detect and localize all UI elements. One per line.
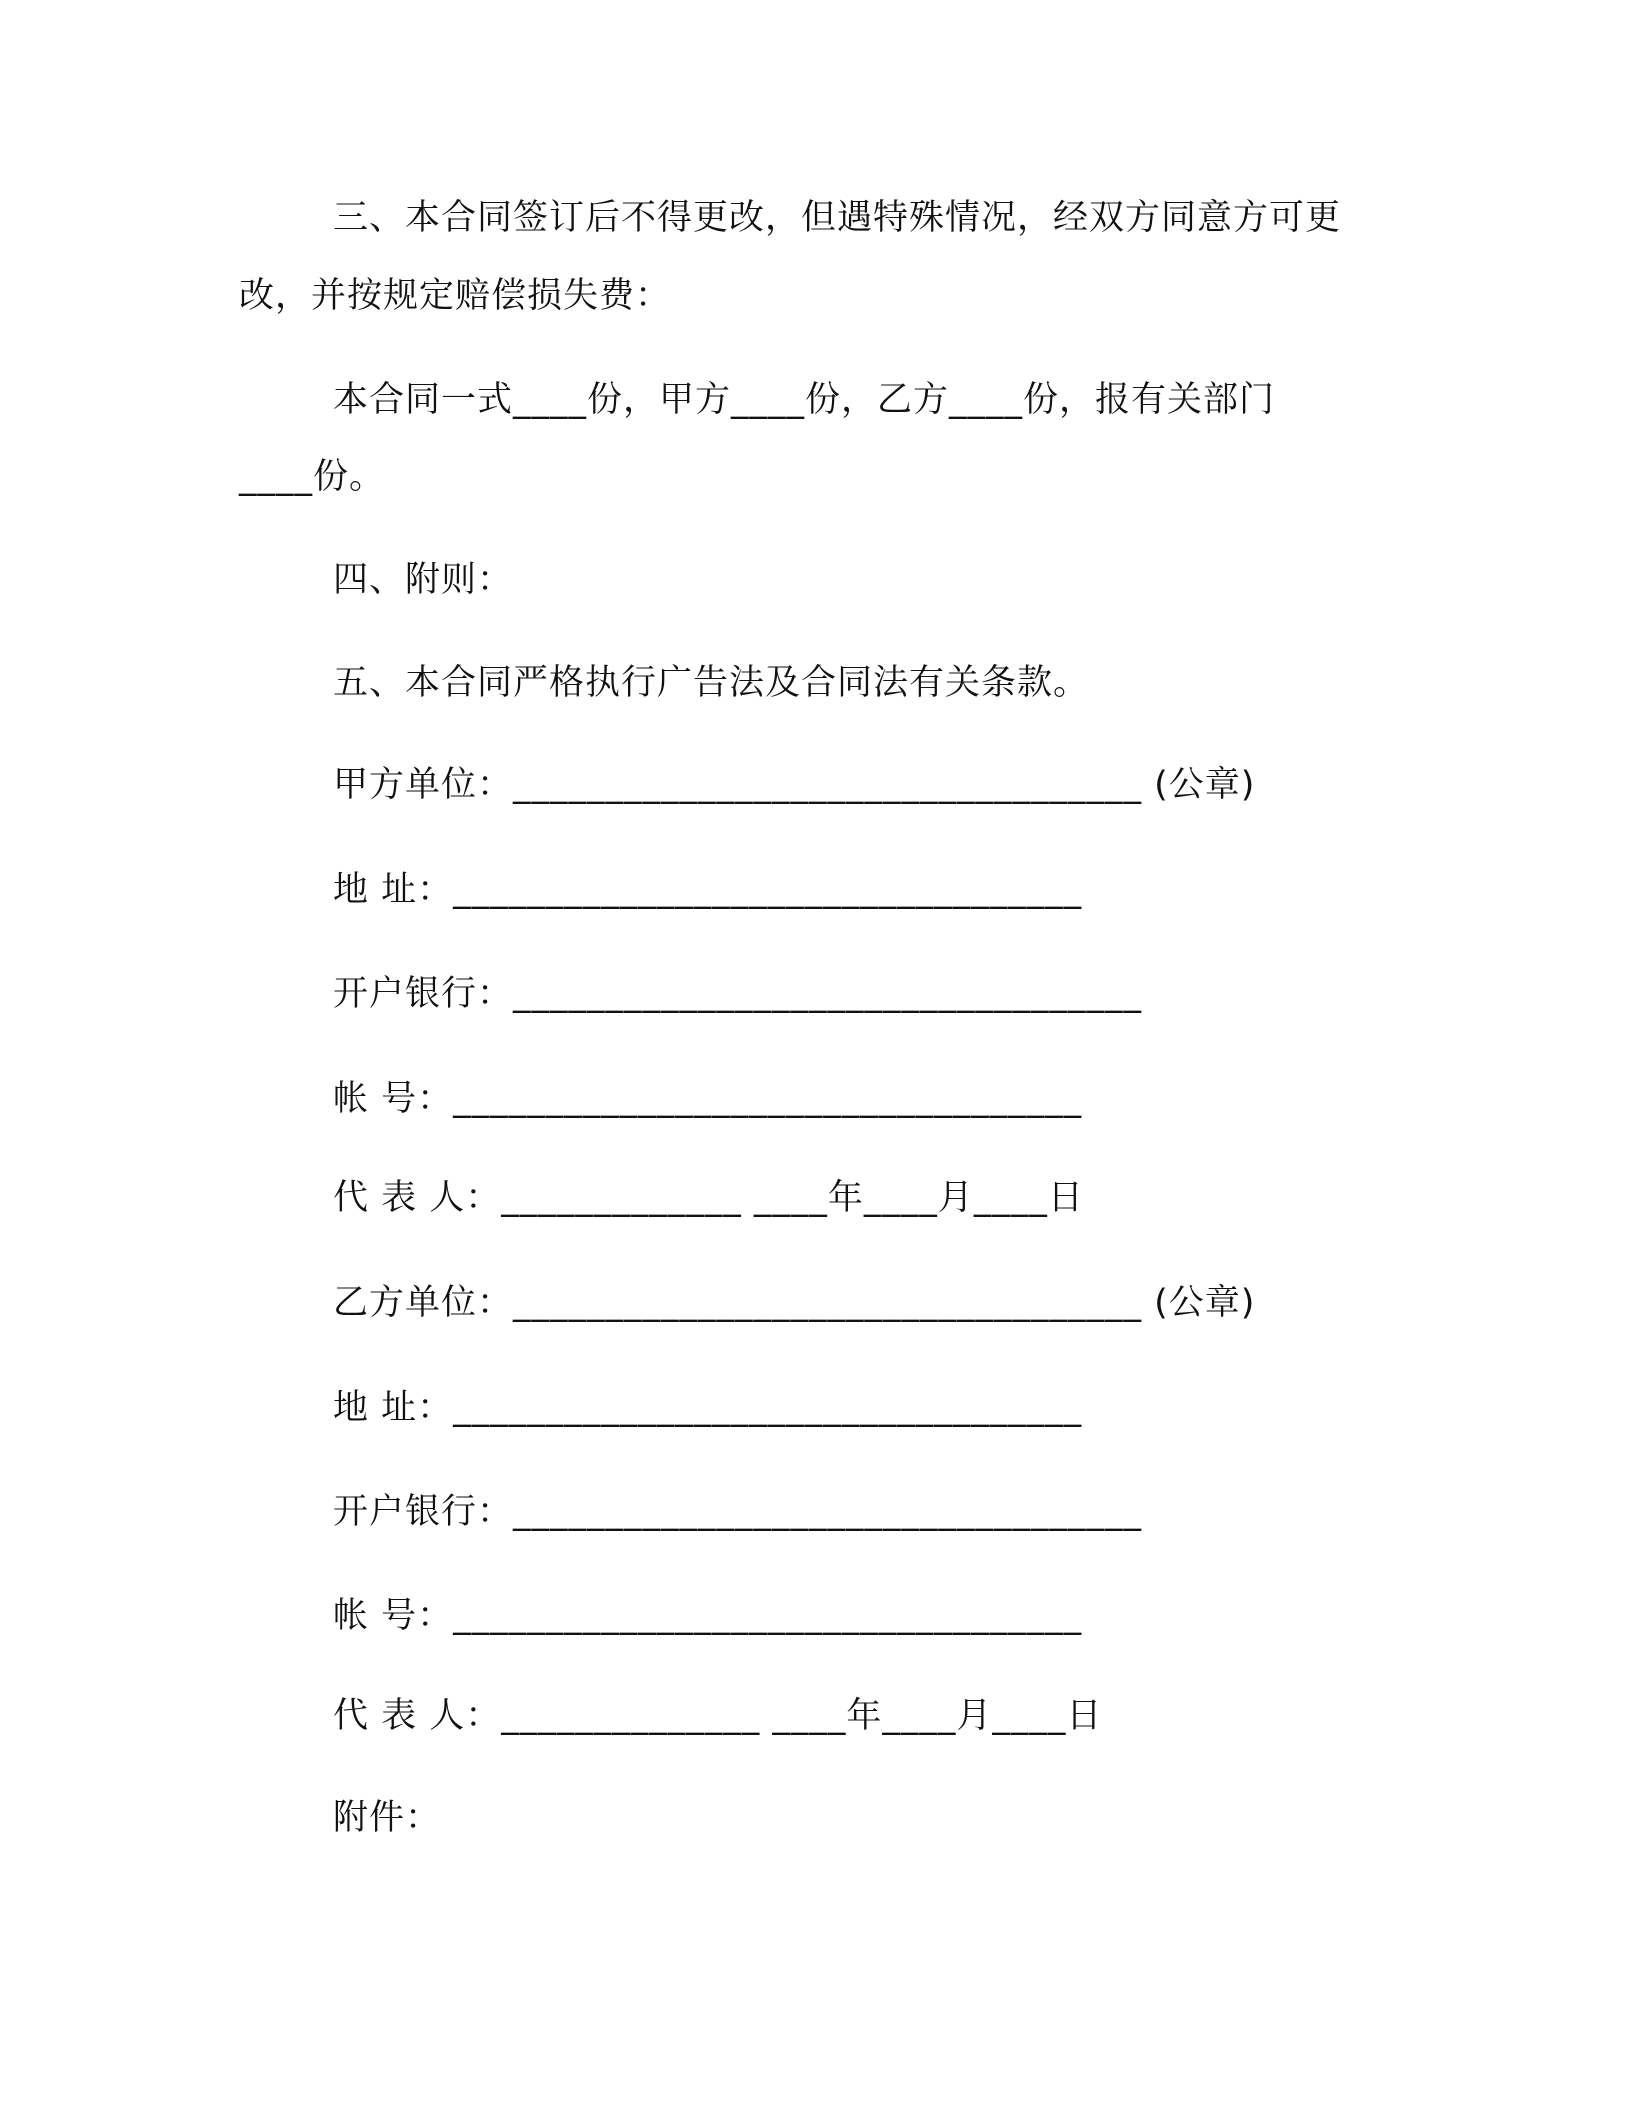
party-b-representative-date-field[interactable]: ______________ ____年____月____日 [501, 1696, 1103, 1736]
copies-line-1: 本合同一式____份，甲方____份，乙方____份，报有关部门 [333, 380, 1276, 420]
party-a-unit-field[interactable]: __________________________________ [513, 765, 1143, 805]
party-a-address-field[interactable]: __________________________________ [453, 870, 1083, 910]
party-a-bank-label: 开户银行： [333, 974, 514, 1014]
party-a-representative-date-field[interactable]: _____________ ____年____月____日 [501, 1178, 1084, 1218]
clause-5: 五、本合同严格执行广告法及合同法有关条款。 [333, 663, 1090, 703]
party-a-bank-field[interactable]: __________________________________ [513, 974, 1143, 1014]
party-b-account-row [333, 1594, 1082, 1638]
party-b-representative-row [333, 1694, 1102, 1738]
party-a-address-label: 地 址： [333, 870, 454, 910]
party-b-bank-row [333, 1490, 1142, 1534]
clause-4: 四、附则： [333, 560, 514, 600]
party-b-representative-label: 代 表 人： [333, 1696, 502, 1736]
clause-3-line-1: 三、本合同签订后不得更改，但遇特殊情况，经双方同意方可更 [333, 198, 1342, 238]
party-a-account-field[interactable]: __________________________________ [453, 1079, 1083, 1119]
clause-3-line-2: 改，并按规定赔偿损失费： [239, 276, 672, 316]
party-a-bank-row [333, 972, 1142, 1016]
party-b-account-label: 帐 号： [333, 1596, 454, 1636]
party-a-representative-row [333, 1176, 1084, 1220]
party-b-unit-row [333, 1281, 1255, 1325]
party-b-bank-field[interactable]: __________________________________ [513, 1492, 1143, 1532]
party-a-seal-label: (公章) [1154, 765, 1256, 805]
copies-line-2: ____份。 [239, 457, 386, 497]
party-a-address-row [333, 868, 1082, 912]
party-b-address-field[interactable]: __________________________________ [453, 1388, 1083, 1428]
party-a-account-row [333, 1077, 1082, 1121]
party-b-seal-label: (公章) [1154, 1283, 1256, 1323]
party-a-unit-label: 甲方单位： [333, 765, 514, 805]
party-b-unit-label: 乙方单位： [333, 1283, 514, 1323]
party-b-account-field[interactable]: __________________________________ [453, 1596, 1083, 1636]
party-b-address-row [333, 1386, 1082, 1430]
party-a-unit-row [333, 763, 1255, 807]
party-b-unit-field[interactable]: __________________________________ [513, 1283, 1143, 1323]
attachment-label: 附件： [333, 1798, 442, 1838]
party-a-representative-label: 代 表 人： [333, 1178, 502, 1218]
party-a-account-label: 帐 号： [333, 1079, 454, 1119]
party-b-address-label: 地 址： [333, 1388, 454, 1428]
party-b-bank-label: 开户银行： [333, 1492, 514, 1532]
